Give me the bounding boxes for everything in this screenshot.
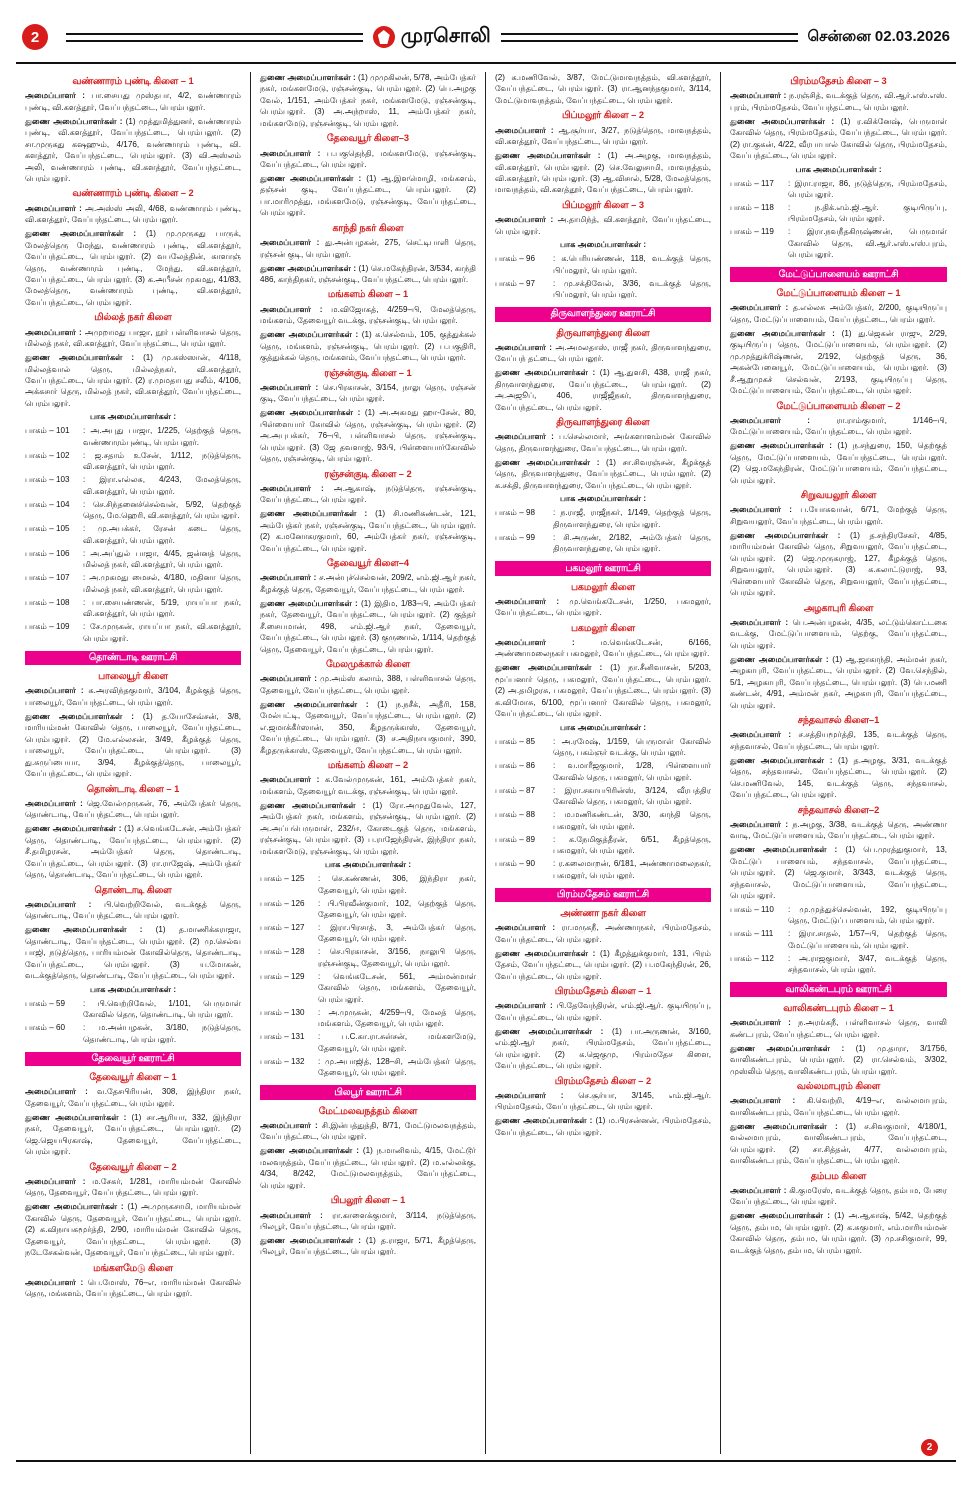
organiser-paragraph: அமைப்பாளர் : து.அன்பழகன், 275, செட்டிபாளி தெரு, ரஞ்சன் குடி, பெரம்பலூர். <box>260 238 477 259</box>
panchayat-heading-wrap <box>730 977 947 999</box>
branch-heading: தேவையூர் கிளை – 2 <box>89 1161 177 1172</box>
organiser-paragraph: அமைப்பாளர் : ரா.ராம்குமார், 1/146–பி, மேட்டுப்பாளையம், வேப்பந்தட்டை, பெரம்பலூர். <box>730 415 947 437</box>
area-organiser-name: : மு.அபாஜித், 128–சி, அம்பேத்கர் தெரு, தேவையூர், பெரம்பலூர். <box>318 1056 476 1078</box>
area-organiser-row <box>25 572 241 595</box>
area-organiser-name: : அ.அப்துல் பாஜா, 4/45, ஜன்னத் தெரு, மில்லத் நகர், வி.களத்தூர், பெரம்பலூர். <box>83 548 241 570</box>
area-number: பாகம் – 87 <box>495 785 535 795</box>
area-organiser-row <box>25 425 241 448</box>
branch-heading: சந்தவாசல் கிளை–1 <box>797 714 880 725</box>
organiser-paragraph: துணை அமைப்பாளர்கள் : (1) ஆ.துளசி, 438, ராஜீ நகர், திருவாளந்துரை, வேப்பந்தட்டை, பெரம்பலூர். (2) அ.அஜூப், 406, ராஜீஜீநகர், திருவாளந்துரை, வேப்பந்தட்டை, பெரம்பலூர். <box>495 368 711 412</box>
area-organiser-name: : அ.முகமது மைசல், 4/180, மதினா தெரு, மில்லத் நகர், வி.களத்தூர், பெரம்பலூர். <box>83 573 241 594</box>
branch-heading: பிரம்மதேசம் கிளை – 3 <box>790 76 887 86</box>
branch-heading: தொண்டாடி கிளை <box>94 884 172 895</box>
area-number: பாகம் – 131 <box>260 1032 305 1042</box>
panchayat-heading-wrap <box>730 262 947 284</box>
branch-heading: மேட்டுப்பாளையம் கிளை – 2 <box>776 400 901 411</box>
area-organiser-row <box>25 548 241 571</box>
panchayat-heading-wrap <box>495 556 711 578</box>
organiser-paragraph: அமைப்பாளர் : பி.தேவேந்திரன், எம்.ஜி.ஆர். குடியிருப்பு, வேப்பந்தட்டை, பெரம்பலூர். <box>495 1001 711 1022</box>
area-organisers-title: பாக அமைப்பாளர்கள் : <box>89 984 177 994</box>
organiser-paragraph: துணை அமைப்பாளர்கள் : (1) செ.மகேந்திரன், 3/534, காந்தி 486, காந்திநகர், ரஞ்சன்குடி, வேப்பந்தட்டை, பெரம்பலூர். <box>260 263 476 284</box>
area-organiser-name: : ந.ராஜீ, ராஜீநகர், 1/149, தெற்குத் தெரு, திருவாளந்துரை, பெரம்பலூர். <box>553 508 711 529</box>
organiser-paragraph: துணை அமைப்பாளர்கள் : (1) ஆ.இளமொழி, மங்களம், தஞ்சன் குடி, வேப்பந்தட்டை, பெரம்பலூர். (2) பா.மாரிமுத்து, மங்களமேடு, ரஞ்சன்குடி, வேப்பந்தட்டை, பெரம்பலூர். <box>260 174 477 218</box>
area-organiser-row <box>260 898 476 921</box>
organiser-paragraph: துணை அமைப்பாளர்கள் : (1) அ.அழகு, மாவநத்தம், வி.களத்தூர், பெரம்பலூர். (2) செ.வேலுசாமி, மாவநத்தம், வி.களத்தூர், பெரம்பலூர். (3) ஆ.விசால், 5/28, மேலத்தெரு, மாவநத்தம், வி.களத்தூர், வேப்பந்தட்டை, பெரம்பலூர். <box>495 151 711 195</box>
organiser-paragraph: துணை அமைப்பாளர்கள் : (1) நா.சீனிவாசன், 5/203, மூப்பனார் தெரு, பகமலூர், வேப்பந்தட்டை, பெரம்பலூர். (2) அ.தமிழரசு, பகமலூர், வேப்பந்தட்டை, பெரம்பலூர். (3) க.விமோசு, 6/100, மூப்பனார் கோவில் தெரு, பகமலூர், வேப்பந்தட்டை, பெரம்பலூர். <box>495 663 712 719</box>
organiser-paragraph: அமைப்பாளர் : ந.ரஞ்சித், வடக்குத் தெரு, வி.ஆர்.எஸ்.எஸ். புரம், பிரம்மதேசம், வேப்பந்தட்டை, பெரம்பலூர். <box>730 91 947 112</box>
organiser-paragraph: துணை அமைப்பாளர்கள் : (1) ரோ.அமுதுவேல், 127, அம்பேத்கர் நகர், மங்களம், ரஞ்சன்குடி, பெரம்பலூர். (2) அ.அப்பபெருமாள், 232/ஈ, கோடைகுத் தெரு, மங்களம், ரஞ்சன்குடி, பெரம்பலூர். (3) ப.ராஜேந்திரன், இந்திரா நகர், மங்களமேடு, ரஞ்சன்குடி, பெரம்பலூர். <box>260 800 477 856</box>
area-organiser-name: : பி.பிரவீன்குமார், 102, தெற்குத் தெரு, தேவையூர், பெரம்பலூர். <box>318 898 476 919</box>
area-number: பாகம் – 103 <box>25 475 70 485</box>
area-organiser-row <box>495 253 711 276</box>
branch-heading: மேலமுக்கால் கிளை <box>326 659 410 670</box>
organiser-paragraph: அமைப்பாளர் : அ.ஆகாஷ், நடுத்தெரு, ரஞ்சன்குடி, வேப்பந்தட்டை, பெரம்பலூர். <box>260 483 476 505</box>
area-number: பாகம் – 98 <box>495 508 535 518</box>
organiser-paragraph: துணை அமைப்பாளர்கள் : (1) முத்துமித்துனர், வண்ணாரம் புண்டி, வி.களத்தூர், வேப்பந்தட்டை, பெரம்பலூர். (2) சா.முருகது கஷஹும், 4/176, வண்ணாரம் புண்டி, வி. களத்தூர், வேப்பந்தட்டை, பெரம்பலூர். (3) வி.அஸ்லம் அலி, வண்ணாரம் புண்டி, வி.களத்தூர், வேப்பந்தட்டை, பெரம்பலூர். <box>25 116 241 183</box>
area-organiser-name: : மு.அபக்கர், ரேசன் கடை தெரு, வி.களத்தூர், பெரம்பலூர். <box>83 524 241 545</box>
organiser-paragraph: அமைப்பாளர் : செ.பிரகாசன், 3/154, நாலு தெரு, ரஞ்சன் குடி, வேப்பந்தட்டை, பெரம்பலூர். <box>260 382 476 404</box>
area-organiser-row <box>25 450 241 473</box>
text-column <box>16 72 251 1454</box>
area-organisers-title: பாக அமைப்பாளர்கள் : <box>324 860 412 870</box>
branch-heading: திருவாளந்துரை கிளை <box>556 417 650 428</box>
panchayat-heading-wrap <box>495 302 711 324</box>
organiser-paragraph: அமைப்பாளர் : பெ.அன்பழகன், 4/35, லட்டும்கொட்டகை வடக்கு, மேட்டுப்பாளையம், தெற்கு, வேப்பந்தட்டை, பெரம்பலூர். <box>730 617 948 650</box>
area-number: பாகம் – 108 <box>25 597 70 607</box>
area-organiser-name: : இரா.ராஜா, 86, நடுத்தெரு, பிரம்மதேசம், பெரம்பலூர். <box>788 178 947 199</box>
organiser-paragraph: துணை அமைப்பாளர்கள் : (1) த.மாணிக்கராஜா, தொண்டாடி, வேப்பந்தட்டை, பெரம்பலூர். (2) மு.செல்வ பாஜி, நடுத்தெரு, பாரியம்மன் கோவில்தெரு, தொண்டாடி, வேப்பந்தட்டை, பெரம்பலூர். (3) ய.மோகன், வடக்குத்தெரு, தொண்டாடி, வேப்பந்தட்டை, பெரம்பலூர். <box>25 925 241 981</box>
organiser-paragraph: அமைப்பாளர் : த.எல்லசு அம்பேத்கர், 2/200, குடியிருப்பு தெரு, மேட்டுப்பாளையம், வேப்பந்தட்டை, பெரம்பலூர். <box>730 303 947 324</box>
area-organiser-name: : இரா.சகாயபிரின்ஸ், 3/124, வீரபத்திர கோவில் தெரு, பகமலூர், பெரம்பலூர். <box>553 785 711 807</box>
area-number: பாகம் – 127 <box>260 922 305 932</box>
branch-heading: அழகாபுரி கிளை <box>803 602 874 613</box>
area-organiser-row <box>730 202 947 225</box>
area-number: பாகம் – 126 <box>260 898 305 908</box>
area-organiser-row <box>260 946 476 969</box>
area-number: பாகம் – 112 <box>730 953 774 963</box>
area-organiser-name: : செ.சிந்தனைச்செல்வன், 5/92, தெற்குத் தெரு, மே.ஹெரி, வி.களத்தூர், பெரம்பலூர். <box>83 499 241 521</box>
area-organiser-row <box>495 736 711 759</box>
area-organiser-name: : ஜ.சதாம் உசேன், 1/112, நடுத்தெரு, வி.களத்தூர், பெரம்பலூர். <box>83 450 241 472</box>
area-organiser-name: : ந.திக்.எம்.ஜி.ஆர். குடியிருப்பு, பிரம்மதேசம், பெரம்பலூர். <box>788 202 947 224</box>
branch-heading: மேட்டுப்பாளையம் கிளை – 1 <box>776 288 901 299</box>
organiser-paragraph: அமைப்பாளர் : அமுறாமது பாஜா, நூர் பள்ளிவாசல் தெரு, மில்லத் நகர், வி.களத்தூர், வேப்பந்தட்டை, பெரம்பலூர். <box>25 327 241 349</box>
area-number: பாகம் – 107 <box>25 573 70 583</box>
organiser-paragraph: துணை அமைப்பாளர்கள் : (1) சி.மணிகண்டன், 121, அம்பேத்கர் நகர், ரஞ்சன்குடி, வேப்பந்தட்டை, பெரம்பலூர். (2) க.மனோகரகுமார், 60, அம்பேத்கர் நகர், ரஞ்சன்குடி, வேப்பந்தட்டை, பெரம்பலூர். <box>260 509 476 553</box>
branch-heading: காந்தி நகர் கிளை <box>332 222 404 233</box>
organiser-paragraph: அமைப்பாளர் : ந.அழகு, 3/38, வடக்குத் தெரு, அண்ணா வாடி, மேட்டுப்பாளையம், வேப்பந்தட்டை, பெரம்பலூர். <box>730 819 947 841</box>
organiser-paragraph: துணை அமைப்பாளர்கள் : (1) முமுகிலன், 5/78, அம்பேத்கர் நகர், மங்களமேடு, ரஞ்சன்குடி, பெரம்பலூர். (2) பெ.அழகு வேல், 1/151, அம்பேத்கர் நகர், மங்களமேடு, ரஞ்சன்குடி, பெரம்பலூர். (3) அ.அந்றாஸ், 11, அம்பேத்கர் நகர், மங்களமேடு, ரஞ்சன்குடி, பெரம்பலூர். <box>260 73 477 128</box>
publication-name: முரசொலி <box>400 24 491 47</box>
organiser-paragraph: துணை அமைப்பாளர்கள் : (1) ந.நசீக், அதீரி, 158, மேல்பட்டி, தேவையூர், வேப்பந்தட்டை, பெரம்பலூர். (2) எ.ஜமாக்கீர்ஸான், 350, கீழதருக்காஸ், தேவையூர், வேப்பந்தட்டை, பெரம்பலூர். (3) ச.அதிநாயகுமார், 390, கீழதருக்காஸ், தேவையூர், வேப்பந்தட்டை, பெரம்பலூர். <box>260 699 476 755</box>
area-organiser-row <box>260 1056 476 1079</box>
organiser-paragraph: துணை அமைப்பாளர்கள் : (1) அ.ஆகாஷ், 5/42, தெற்குத் தெரு, தம்பம, பெரம்பலூர். (2) க.சுகுமார், எம்.மாரியம்மன் கோவில் தெரு, தம்பம, பெரம்பலூர். (3) மு.சசிகுமார், 99, வடக்குத் தெரு, தம்பம, பெரம்பலூர். <box>730 1211 947 1255</box>
organiser-paragraph: அமைப்பாளர் : பி.வெற்றிவேல், வடக்குத் தெரு, தொண்டாடி, வேப்பந்தட்டை, பெரம்பலூர். <box>25 899 241 921</box>
area-organiser-name: : ப.C.கா.ரா.சுள்சன், மங்களமேடு, தேவையூர், பெரம்பலூர். <box>318 1032 476 1053</box>
branch-heading: தேவையூர் கிளை–3 <box>326 133 410 144</box>
organiser-paragraph: அமைப்பாளர் : அ.தாமிந்த், வி.களத்தூர், வேப்பந்தட்டை, பெரம்பலூர். <box>495 215 711 236</box>
branch-heading: பிரம்மதேசம் கிளை – 1 <box>554 986 652 997</box>
masthead-rule-left <box>66 33 363 42</box>
panchayat-heading: பிரம்மதேசம் ஊராட்சி <box>495 888 711 903</box>
panchayat-heading: வாலிகண்டபுரம் ஊராட்சி <box>730 982 947 997</box>
area-number: பாகம் – 99 <box>495 532 535 542</box>
organiser-paragraph: அமைப்பாளர் : ப.செல்லமார், அங்களாளம்மன் கோவில் தெரு, திருவாளந்துரை, வேப்பந்தட்டை, பெரம்பலூர். <box>495 432 711 453</box>
area-number: பாகம் – 119 <box>730 227 774 237</box>
area-organiser-row <box>25 621 241 644</box>
rising-sun-icon <box>373 26 395 48</box>
area-organiser-row <box>260 873 476 896</box>
dateline: சென்னை 02.03.2026 <box>807 27 951 45</box>
branch-heading: பிப்மலூர் கிளை – 2 <box>561 110 644 121</box>
masthead <box>16 14 956 60</box>
organiser-paragraph: (2) க.மணிவேல், 3/87, மேட்டுமாவநத்தம், வி.களத்தூர், வேப்பந்தட்டை, பெரம்பலூர். (3) ரா.ஆனந்தகுமார், 3/114, மேட்டுமாவநத்தம், வேப்பந்தட்டை, பெரம்பலூர். <box>495 73 711 105</box>
area-organiser-name: : சே.முருகன், ராயப்பா நகர், வி.களத்தூர், பெரம்பலூர். <box>83 622 241 643</box>
organiser-paragraph: அமைப்பாளர் : சி.இன்பத்துத்தி, 8/71, மேட்டுமலவநத்தம், வேப்பந்தட்டை, பெரம்பலூர். <box>260 1120 476 1142</box>
branch-heading: வல்லமாபுரம் கிளை <box>796 1081 881 1092</box>
organiser-paragraph: அமைப்பாளர் : அ.அமலதாஸ், ராஜீ நகர், திருவாளந்துரை, வேப்பந் தட்டை, பெரம்பலூர். <box>495 342 711 364</box>
branch-heading: பகமலூர் கிளை <box>571 622 635 633</box>
area-number: பாகம் – 104 <box>25 499 70 509</box>
panchayat-heading: தொண்டாடி ஊராட்சி <box>25 651 241 666</box>
branch-heading: திருவாளந்துரை கிளை <box>556 327 650 338</box>
page-content <box>16 62 956 1462</box>
area-organiser-row <box>730 226 947 260</box>
area-number: பாகம் – 110 <box>730 905 774 914</box>
area-organiser-name: : அ.ரமேஷ், 1/159, பெருமாள் கோவில் தெரு, பகம்ஞர் வடக்கு, பெரம்பலூர். <box>553 736 711 758</box>
organiser-paragraph: துணை அமைப்பாளர்கள் : (1) து.ஜெகன் ராஜு, 2/29, குடியிருப்பு தெரு, மேட்டுப்பாளையம், பெரம்பலூர். (2) மு.முத்துக்ரிஷ்ணன், 2/192, தெற்குத் தெரு, 36, அகன்பேனையூர், மேட்டுப்பாளையம், பெரம்பலூர். (3) சீ.ஆறுமுகச் செல்வன், 2/193, குடியிருப்பு தெரு, மேட்டுப்பாளையம், வேப்பந்தட்டை, பெரம்பலூர். <box>730 328 947 396</box>
area-number: பாகம் – 132 <box>260 1056 305 1066</box>
panchayat-heading-wrap <box>25 1047 241 1069</box>
organiser-paragraph: துணை அமைப்பாளர்கள் : (1) ந.மானிவம், 4/15, மேட்டூர் மலவநத்தம், வேப்பந்தட்டை, பெரம்பலூர். (2) ம.எல்லக்கு, 4/34, 8/242, மேட்டுமலவநத்தம், வேப்பந்தட்டை, பெரம்பலூர். <box>260 1146 476 1190</box>
area-organiser-name: : வ.மாரீஜகுமார், 1/28, பிள்ளையார் கோவில் தெரு, பகமலூர், பெரம்பலூர். <box>553 761 711 782</box>
area-organiser-name: : இரா.பிரசாத், 3, அம்பேத்கர் தெரு, தேவையூர், பெரம்பலூர். <box>318 922 476 944</box>
area-number: பாகம் – 129 <box>260 971 305 981</box>
organiser-paragraph: துணை அமைப்பாளர்கள் : (1) ம.பிரசன்னன், பிரம்மதேசம், வேப்பந்தட்டை, பெரம்பலூர். <box>495 1116 712 1137</box>
panchayat-heading-wrap <box>260 1080 476 1102</box>
area-number: பாகம் – 109 <box>25 622 70 632</box>
organiser-paragraph: அமைப்பாளர் : அ.அஸ்ஸ் அலி, 4/68, வண்ணாரம் புண்டி, வி.களத்தூர், வேப்பந்தட்டை, பெரம்பலூர். <box>25 203 241 225</box>
area-organisers-title: பாக அமைப்பாளர்கள் : <box>559 240 647 250</box>
organiser-paragraph: அமைப்பாளர் : ம.வெங்கடேசன், 6/166, அண்ணாமலைநகர் பகமலூர், வேப்பந்தட்டை, பெரம்பலூர். <box>495 637 712 659</box>
organiser-paragraph: துணை அமைப்பாளர்கள் : (1) ர.விக்னேஷ், பெருமாள் கோவில் தெரு, பிரம்மதேசம், வேப்பந்தட்டை, பெரம்பலூர். (2) ரா.குகன், 4/22, வீரபாபால் கோவில் தெரு, பிரம்மதேசம், வேப்பந்தட்டை, பெரம்பலூர். <box>730 116 948 161</box>
organiser-paragraph: துணை அமைப்பாளர்கள் : (1) மு.கஸ்ஸான், 4/118, மில்லத்வால் தெரு, மில்லத்நகர், வி.களத்தூர், வேப்பந்தட்டை, பெரம்பலூர். (2) ர.முமதாபது சலீம், 4/106, அக்கசார் தெரு, மில்லத் நகர், வி.களத்தூர், வேப்பந்தட்டை, பெரம்பலூர். <box>25 353 241 408</box>
branch-heading: தம்பம கிளை <box>810 1170 867 1181</box>
area-organiser-name: : க.பெரியண்ணன், 118, வடக்குத் தெரு, பிப்மலூர், பெரம்பலூர். <box>553 254 711 275</box>
footer-page-number-badge: 2 <box>921 1439 938 1456</box>
area-number: பாகம் – 111 <box>730 929 774 939</box>
organiser-paragraph: அமைப்பாளர் : கி.வெற்றி, 4/19–எ, வல்லமாபுரம், வாலிகண்டபுரம், வேப்பந்தட்டை, பெரம்பலூர். <box>730 1096 947 1117</box>
area-organiser-row <box>495 278 711 301</box>
organiser-paragraph: அமைப்பாளர் : மு.அம்ஸ் கலாம், 388, பள்ளிவாசல் தெரு, தேவையூர், வேப்பந்தட்டை, பெரம்பலூர். <box>260 674 476 695</box>
branch-heading: மங்களம் கிளை – 2 <box>327 760 409 771</box>
organiser-paragraph: துணை அமைப்பாளர்கள் : (1) கீழத்துக்குமார், 131, பிரம் தேசம், வேப்பந்தட்டை, பெரம்பலூர். (2) ப.மகேந்திரன், 26, வேப்பந்தட்டை, பெரம்பலூர். <box>495 948 711 981</box>
branch-heading: அண்ணா நகர் கிளை <box>560 908 646 919</box>
panchayat-heading-wrap <box>25 646 241 668</box>
organiser-paragraph: அமைப்பாளர் : க.வேல்முருகன், 161, அம்பேத்கர் நகர், மங்களம், தேவையூர் வடக்கு, ரஞ்சன்குடி, பெரம்பலூர். <box>260 775 476 796</box>
branch-heading: சந்தவாசல் கிளை–2 <box>797 804 880 815</box>
area-number: பாகம் – 101 <box>25 426 70 436</box>
column-grid <box>16 72 956 1454</box>
organiser-paragraph: அமைப்பாளர் : க.அரவிந்தகுமார், 3/104, கீழக்குத் தெரு, பாலையூர், வேப்பந்தட்டை, பெரம்பலூர். <box>25 686 241 707</box>
branch-heading: பிபலூர் கிளை – 1 <box>330 1195 406 1206</box>
area-organiser-name: : செ.பிரகாசன், 3/156, நாலுபி தெரு, ரஞ்சன்குடி, தேவையூர், பெரம்பலூர். <box>318 947 476 968</box>
organiser-paragraph: அமைப்பாளர் : செ.சூர்யா, 3/145, எம்.ஜி.ஆர். பிரம்மதேசம், வேப்பந்தட்டை, பெரம்பலூர். <box>495 1090 711 1112</box>
area-organiser-row <box>495 858 711 881</box>
branch-heading: தேவையூர் கிளை–4 <box>326 558 410 569</box>
area-organiser-name: : ம.அன்பழகன், 3/180, நடுத்தெரு, தொண்டாடி, பெரம்பலூர். <box>83 1023 241 1044</box>
panchayat-heading: பிலபூர் ஊராட்சி <box>260 1085 476 1100</box>
organiser-paragraph: துணை அமைப்பாளர்கள் : (1) சா.ஆரியா, 332, இந்திரா நகர், தேவையூர், வேப்பந்தட்டை, பெரம்பலூர். (2) ஜெ.ஜெயபிரகாஷ், தேவையூர், வேப்பந்தட்டை, பெரம்பலூர். <box>25 1112 242 1157</box>
organiser-paragraph: அமைப்பாளர் : ஜெ.வேல்முருகன், 76, அம்பேத்கர் தெரு, தொண்டாடி, வேப்பந்தட்டை, பெரம்பலூர். <box>25 798 241 820</box>
area-organiser-name: : மு.முத்துச்செல்வன், 192, குடியிருப்பு தெரு, மேட்டுப் பாளையம், பெரம்பலூர். <box>788 905 947 926</box>
area-organiser-row <box>25 998 241 1021</box>
branch-heading: ரஞ்சன்குடி கிளை – 2 <box>324 468 412 479</box>
area-organisers-title: பாக அமைப்பாளர்கள் : <box>795 164 882 174</box>
area-number: பாகம் – 97 <box>495 278 535 288</box>
organiser-paragraph: துணை அமைப்பாளர்கள் : (1) பா.அருணன், 3/160, எம்.ஜி.ஆர் நகர், பிரம்மதேசம், வேப்பந்தட்டை, பெரம்பலூர். (2) க.ஜெகுமு, பிரம்மதேச கிளை, வேப்பந்தட்டை, பெரம்பலூர். <box>495 1026 711 1071</box>
organiser-paragraph: அமைப்பாளர் : ஆ.சூர்யா, 3/27, நடுத்தெரு, மாவநத்தம், வி.களத்தூர், வேப்பந்தட்டை, பெரம்பலூர். <box>495 125 711 147</box>
area-organiser-name: : இரா.எல்லசு, 4/243, மேலத்தெரு, வி.களத்தூர், பெரம்பலூர். <box>83 475 241 496</box>
branch-heading: பிப்மலூர் கிளை – 3 <box>561 199 644 210</box>
branch-heading: பாலையூர் கிளை <box>98 671 168 682</box>
branch-heading: ரஞ்சன்குடி கிளை – 1 <box>324 367 412 378</box>
area-number: பாகம் – 117 <box>730 178 774 188</box>
area-organiser-row <box>730 904 947 927</box>
branch-heading: வண்ணாரம் புண்டி கிளை – 2 <box>72 188 194 199</box>
area-number: பாகம் – 106 <box>25 548 70 558</box>
area-organiser-name: : க.நேமிகுத்தீரன், 6/51, கீழத்தெரு, பகமலூர், பெரம்பலூர். <box>553 834 711 856</box>
organiser-paragraph: அமைப்பாளர் : ரா.மருகநீ, அண்ணாநகர், பிரம்மதேசம், வேப்பந்தட்டை, பெரம்பலூர். <box>495 923 711 944</box>
area-organiser-row <box>730 178 947 201</box>
area-organiser-name: : பி.வெற்றிவேல், 1/101, பெருமாள் கோவில் தெரு, தொண்டாடி, பெரம்பலூர். <box>83 998 241 1020</box>
area-organiser-row <box>495 532 711 555</box>
area-organiser-name: : இரா.நவநீதகிருஷ்ணன், பெருமாள் கோவில் தெரு, வி.ஆர்.எஸ்.எஸ்.புரம், பெரம்பலூர். <box>788 227 947 260</box>
organiser-paragraph: துணை அமைப்பாளர்கள் : (1) த.யோசேவ்சன், 3/8, மாரியம்மன் கோவில் தெரு, பாலையூர், வேப்பந்தட்டை, பெரம்பலூர். (2) மே.எல்லசன், 3/49, கீழக்குத் தெரு, பாலையூர், வேப்பந்தட்டை, பெரம்பலூர். (3) து.சுருப்பையா, 3/94, கீழக்குத்தெரு, பாலையூர், வேப்பந்தட்டை, பெரம்பலூர். <box>25 711 241 779</box>
area-number: பாகம் – 96 <box>495 254 535 264</box>
area-organiser-row <box>495 809 711 832</box>
organiser-paragraph: அமைப்பாளர் : மு.வெங்கடேசன், 1/250, பகமலூர், வேப்பந்தட்டை, பெரம்பலூர். <box>495 596 711 618</box>
area-organiser-row <box>495 760 711 783</box>
organiser-paragraph: துணை அமைப்பாளர்கள் : (1) ச.சிவகுமார், 4/180/1, வல்லமாபுரம், வாலிகண்டபுரம், வேப்பந்தட்டை, பெரம்பலூர். (2) சா.சித்தன், 4/77, வல்லமாபுரம், வாலிகண்டபுரம், வேப்பந்தட்டை, பெரம்பலூர். <box>730 1121 947 1166</box>
panchayat-heading-wrap <box>495 883 711 905</box>
organiser-paragraph: அமைப்பாளர் : ரா.காளைக்குமார், 3/114, நடுத்தெரு, பிலபூர், வேப்பந்தட்டை, பெரம்பலூர். <box>260 1210 476 1231</box>
branch-heading: வண்ணாரம் புண்டி கிளை – 1 <box>72 76 194 86</box>
area-organiser-name: : அ.அபுது பாஜா, 1/225, தெற்குத் தெரு, வண்ணாரம்புண்டி, பெரம்பலூர். <box>83 426 241 447</box>
organiser-paragraph: துணை அமைப்பாளர்கள் : (1) க.செல்வம், 105, குத்துக்கல் தெரு, மங்களம், ரஞ்சன்குடி, பெரம்பலூர். (2) ப.பகுதிரி, குத்துக்கல் தெரு, மங்களம், வேப்பந்தட்டை, பெரம்பலூர். <box>260 330 476 363</box>
area-number: பாகம் – 86 <box>495 761 535 771</box>
area-organiser-name: : வெங்கடேசன், 561, அம்மன்மாள் கோவில் தெரு, மங்களம், தேவையூர், பெரம்பலூர். <box>318 971 476 1004</box>
area-organiser-row <box>25 597 241 620</box>
organiser-paragraph: துணை அமைப்பாளர்கள் : (1) அ.முருகசாமி, மாரியம்மன் கோவில் தெரு, தேவையூர், வேப்பந்தட்டை, பெரம்பலூர். (2) க.விநாயகமூர்த்தி, 2/90, மாரியம்மன் கோவில் தெரு, தேவையூர், வேப்பந்தட்டை, பெரம்பலூர். (3) நடேசேகல்வன், தேவையூர், வேப்பந்தட்டை, பெரம்பலூர். <box>25 1202 242 1258</box>
area-organiser-row <box>25 523 241 546</box>
area-organiser-name: : இரா.சாதல், 1/57–பி, தெற்குத் தெரு, மேட்டுப்பாளையம், பெரம்பலூர். <box>788 929 947 950</box>
area-number: பாகம் – 85 <box>495 736 535 746</box>
area-organisers-title: பாக அமைப்பாளர்கள் : <box>89 412 177 422</box>
organiser-paragraph: அமைப்பாளர் : ம.விஜோகத், 4/259–பி, மேலத்தெரு, மங்களம், தேவையூர் வடக்கு, ரஞ்சன்குடி, பெரம்பலூர். <box>260 304 476 326</box>
panchayat-heading: தேவையூர் ஊராட்சி <box>25 1052 241 1067</box>
organiser-paragraph: துணை அமைப்பாளர்கள் : (1) சா.சிவரஞ்சன், கீழக்குத் தெரு, திருவாளந்துரை, வேப்பந்தட்டை, பெரம்பலூர். (2) க.சக்தி, திருவாளந்துரை, வேப்பந்தட்டை, பெரம்பலூர். <box>495 457 711 490</box>
organiser-paragraph: அமைப்பாளர் : கி.குமரேஸ், வடக்குத் தெரு, தம்பம, பேரை வேப்பந்தட்டை, பெரம்பலூர். <box>730 1185 948 1207</box>
area-organiser-name: : ர.கலைமாறன், 6/181, அண்ணாமலைநகர், பகமலூர், பெரம்பலூர். <box>553 859 711 880</box>
area-organiser-row <box>25 1022 241 1045</box>
organiser-paragraph: துணை அமைப்பாளர்கள் : (1) மு.தாரா, 3/1756, வாலிகண்டபுரம், பெரம்பலூர். (2) ரா.செல்வம், 3/302, முஸ்லிம் தெரு, வாலிகண்டபுரம், பெரம்பலூர். <box>730 1043 947 1076</box>
organiser-paragraph: அமைப்பாளர் : ப.பகுதெந்தி, மங்களமேடு, ரஞ்சன்குடி, வேப்பந்தட்டை, பெரம்பலூர். <box>260 148 476 170</box>
panchayat-heading: திருவாளந்துரை ஊராட்சி <box>495 307 711 322</box>
area-organiser-row <box>25 499 241 522</box>
area-number: பாகம் – 89 <box>495 834 535 844</box>
area-organiser-name: : மு.சக்திவேல், 3/36, வடக்குத் தெரு, பிப்மலூர், பெரம்பலூர். <box>553 278 711 299</box>
area-organiser-row <box>495 834 711 857</box>
area-number: பாகம் – 125 <box>260 874 305 884</box>
area-organiser-name: : ம.மணிகண்டன், 3/30, காந்தி தெரு, பகமலூர், பெரம்பலூர். <box>553 810 711 831</box>
area-organiser-row <box>495 507 711 530</box>
area-number: பாகம் – 60 <box>25 1023 65 1033</box>
area-organiser-row <box>260 922 476 945</box>
branch-heading: வாலிகண்டபுரம் கிளை – 1 <box>783 1003 894 1014</box>
area-organiser-name: : அ.ராஜகுமார், 3/47, வடக்குத் தெரு, சந்தவாசல், பெரம்பலூர். <box>788 953 947 975</box>
text-column <box>251 72 486 1454</box>
area-organiser-row <box>260 971 476 1005</box>
masthead-rule-right <box>501 33 798 42</box>
area-number: பாகம் – 118 <box>730 202 774 212</box>
branch-heading: தொண்டாடி கிளை – 1 <box>86 783 180 794</box>
organiser-paragraph: துணை அமைப்பாளர்கள் : (1) த.அழகு, 3/31, வடக்குத் தெரு, சந்தவாசல், வேப்பந்தட்டை, பெரம்பலூர். (2) செ.மணிவேல், 145, வடக்குத் தெரு, சந்தவாசல், வேப்பந்தட்டை, பெரம்பலூர். <box>730 755 948 800</box>
area-organiser-row <box>260 1007 476 1030</box>
organiser-paragraph: அமைப்பாளர் : வ.தேசபிரியன், 308, இந்திரா நகர், தேவையூர், வேப்பந்தட்டை, பெரம்பலூர். <box>25 1087 241 1108</box>
text-column <box>721 72 956 1454</box>
organiser-paragraph: அமைப்பாளர் : ச.அன்புச்செல்வன், 209/2, எம்.ஜி.ஆர் நகர், கீழக்குத் தெரு, தேவையூர், வேப்பந்தட்டை, பெரம்பலூர். <box>260 573 476 594</box>
branch-heading: பகமலூர் கிளை <box>571 581 635 592</box>
organiser-paragraph: துணை அமைப்பாளர்கள் : (1) இதிம, 1/83–பி, அம்பேத்கர் நகர், தேவையூர், வேப்பந்தட்டை, பெரம்பலூர். (2) குத்தர் சீ.சையமான், 498, எம்.ஜி.ஆர் நகர், தேவையூர், வேப்பந்தட்டை, பெரம்பலூர். (3) குருணால், 1/114, தெற்குத் தெரு, தேவையூர், வேப்பந்தட்டை, பெரம்பலூர். <box>260 598 476 654</box>
area-number: பாகம் – 102 <box>25 450 70 460</box>
page-number-badge: 2 <box>22 24 48 50</box>
area-organiser-row <box>730 928 947 951</box>
area-number: பாகம் – 130 <box>260 1007 305 1017</box>
branch-heading: பிரம்மதேசம் கிளை – 2 <box>554 1075 652 1086</box>
organiser-paragraph: துணை அமைப்பாளர்கள் : (1) ஆ.ஜாகாந்தி, அம்மன் நகர், அழகாபுரி, வேப்பந்தட்டை, பெரம்பலூர். (2) வே.செந்தில், 5/1, அழகாபுரி, வேப்பந்தட்டை, பெரம்பலூர். (3) பெ.மணி கண்டன், 4/91, அம்மன் நகர், அழகாபுரி, வேப்பந்தட்டை, பெரம்பலூர். <box>730 654 948 710</box>
organiser-paragraph: துணை அமைப்பாளர்கள் : (1) மு.முருகது பாருக், மேலத்தெரு மேந்து, வண்ணாரம் புண்டி, வி.களத்தூர், வேப்பந்தட்டை, பெரம்பலூர். (2) வபலேத்தின், காளாஞ் தெரு, வண்ணாரம் புண்டி, மேந்து, வி.களத்தூர், வேப்பந்தட்டை, பெரம்பலூர். (3) க.அபீசன் முகமது, 41/83, மேலத்தெரு, வண்ணாரம் புண்டி, வி.களத்தூர், வேப்பந்தட்டை, பெரம்பலூர். <box>25 229 241 307</box>
publication-logo <box>373 25 491 50</box>
organiser-paragraph: துணை அமைப்பாளர்கள் : (1) த.ராஜா, 5/71, கீழத்தெரு, பிலபூர், வேப்பந்தட்டை, பெரம்பலூர். <box>260 1235 476 1257</box>
text-column <box>486 72 721 1454</box>
panchayat-heading: பகமலூர் ஊராட்சி <box>495 561 711 576</box>
area-organiser-row <box>730 953 947 976</box>
area-organiser-name: : சி.அருண், 2/182, அம்பேத்கர் தெரு, திருவாளந்துரை, பெரம்பலூர். <box>553 532 711 554</box>
area-organiser-row <box>25 474 241 497</box>
organiser-paragraph: அமைப்பாளர் : பெ.மோஸ், 76–எ, மாரியம்மன் கோவில் தெரு, மங்களம், வேப்பந்தட்டை, பெரம்பலூர். <box>25 1277 241 1299</box>
organiser-paragraph: துணை அமைப்பாளர்கள் : (1) ச.வெங்கடேசன், அம்பேத்கர் தெரு, தொண்டாடி, வேப்பந்தட்டை, பெரம்பலூர். (2) சீ.தமிழரசன், அம்பேத்கர் தெரு, தொண்டாடி, வேப்பந்தட்டை, பெரம்பலூர். (3) ரா.ராஜேஷ், அம்பேத்கர் தெரு, தொண்டாடி, வேப்பந்தட்டை, பெரம்பலூர். <box>25 824 242 880</box>
organiser-paragraph: துணை அமைப்பாளர்கள் : (1) அ.அகமது ஹா-சேன், 80, பிள்ளையார் கோவில் தெரு, ரஞ்சன்குடி, பெரம்பலூர். (2) அ.அபுபக்கர், 76–பி, பள்ளிவாசல் தெரு, ரஞ்சன்குடி, பெரம்பலூர். (3) ஜே தவளாஜ், 93பி, பிள்ளையார்கோவில் தெரு, ரஞ்சன்குடி, பெரம்பலூர். <box>260 408 476 464</box>
branch-heading: தேவையூர் கிளை – 1 <box>89 1072 177 1083</box>
branch-heading: மில்லத் நகர் கிளை <box>94 312 172 323</box>
branch-heading: மங்களம் கிளை – 1 <box>327 289 409 300</box>
area-organiser-row <box>495 785 711 808</box>
organiser-paragraph: துணை அமைப்பாளர்கள் : (1) த.சந்திரசேகர், 4/85, மாரியம்மன் கோவில் தெரு, சிறுவயலூர், வேப்பந்தட்டை, பெரம்பலூர். (2) ஜெ.முருகராஜ், 127, கீழக்குத் தெரு, சிறுவயலூர், பெரம்பலூர். (3) க.கலாட்டுராஜ், 93, பிள்ளையார் கோவில் தெரு, சிறுவயலூர், வேப்பந்தட்டை, பெரம்பலூர். <box>730 530 948 598</box>
organiser-paragraph: அமைப்பாளர் : ச.சத்தியமூர்த்தி, 135, வடக்குத் தெரு, சந்தவாசல், வேப்பந்தட்டை, பெரம்பலூர். <box>730 730 947 751</box>
branch-heading: மங்களமேடு கிளை <box>93 1262 173 1273</box>
organiser-paragraph: அமைப்பாளர் : ப.யோசுவான், 6/71, மேற்குத் தெரு, சிறுவயலூர், வேப்பந்தட்டை, பெரம்பலூர். <box>730 505 948 526</box>
organiser-paragraph: அமைப்பாளர் : பா.சையது முஸ்தபா, 4/2, வண்ணாரம் புண்டி, வி.களத்தூர், வேப்பந்தட்டை, பெரம்பலூர். <box>25 91 241 112</box>
branch-heading: மேட்மலவநத்தம் கிளை <box>318 1105 418 1116</box>
organiser-paragraph: அமைப்பாளர் : ந.அரங்கநீ, பள்ளிவாசல் தெரு, வாலி கண்டபுரம், வேப்பந்தட்டை, பெரம்பலூர். <box>730 1018 947 1039</box>
area-number: பாகம் – 105 <box>25 524 70 534</box>
area-organiser-name: : அ.முருகன், 4/259–பி, மேலத் தெரு, மங்களம், தேவையூர், பெரம்பலூர். <box>318 1007 476 1029</box>
area-organiser-row <box>260 1031 476 1054</box>
area-organisers-title: பாக அமைப்பாளர்கள் : <box>559 494 647 504</box>
panchayat-heading: மேட்டுப்பாளையம் ஊராட்சி <box>730 267 947 282</box>
organiser-paragraph: துணை அமைப்பாளர்கள் : (1) பெ.முரத்துகுமார், 13, மேட்டுப் பாளையம், சந்தவாசல், வேப்பந்தட்டை, பெரம்பலூர். (2) ஜெ.குமார், 3/343, வடக்குத் தெரு, சந்தவாசல், மேட்டுப்பாளையம், வேப்பந்தட்டை, பெரம்பலூர். <box>730 845 947 901</box>
branch-heading: சிறுவயலூர் கிளை <box>800 490 877 501</box>
area-number: பாகம் – 59 <box>25 998 65 1008</box>
area-organiser-name: : செ.கண்ணன், 306, இந்திரா நகர், தேவையூர், பெரம்பலூர். <box>318 874 476 895</box>
area-organisers-title: பாக அமைப்பாளர்கள் : <box>559 722 647 732</box>
area-organiser-name: : பா.சையண்ணன், 5/19, ராயப்பா நகர், வி.களத்தூர், பெரம்பலூர். <box>83 597 241 619</box>
area-number: பாகம் – 128 <box>260 947 305 957</box>
organiser-paragraph: அமைப்பாளர் : ம.சேகர், 1/281, மாரியம்மன் கோவில் தெரு, தேவையூர், வேப்பந்தட்டை, பெரம்பலூர். <box>25 1176 241 1198</box>
area-number: பாகம் – 90 <box>495 859 535 869</box>
area-number: பாகம் – 88 <box>495 810 535 820</box>
organiser-paragraph: துணை அமைப்பாளர்கள் : (1) ந.சந்துரை, 150, தெற்குத் தெரு, மேட்டுப்பாளையம், வேப்பந்தட்டை, பெரம்பலூர். (2) ஜெ.மகேந்திரன், மேட்டுப்பாளையம், வேப்பந்தட்டை, பெரம்பலூர். <box>730 441 947 485</box>
